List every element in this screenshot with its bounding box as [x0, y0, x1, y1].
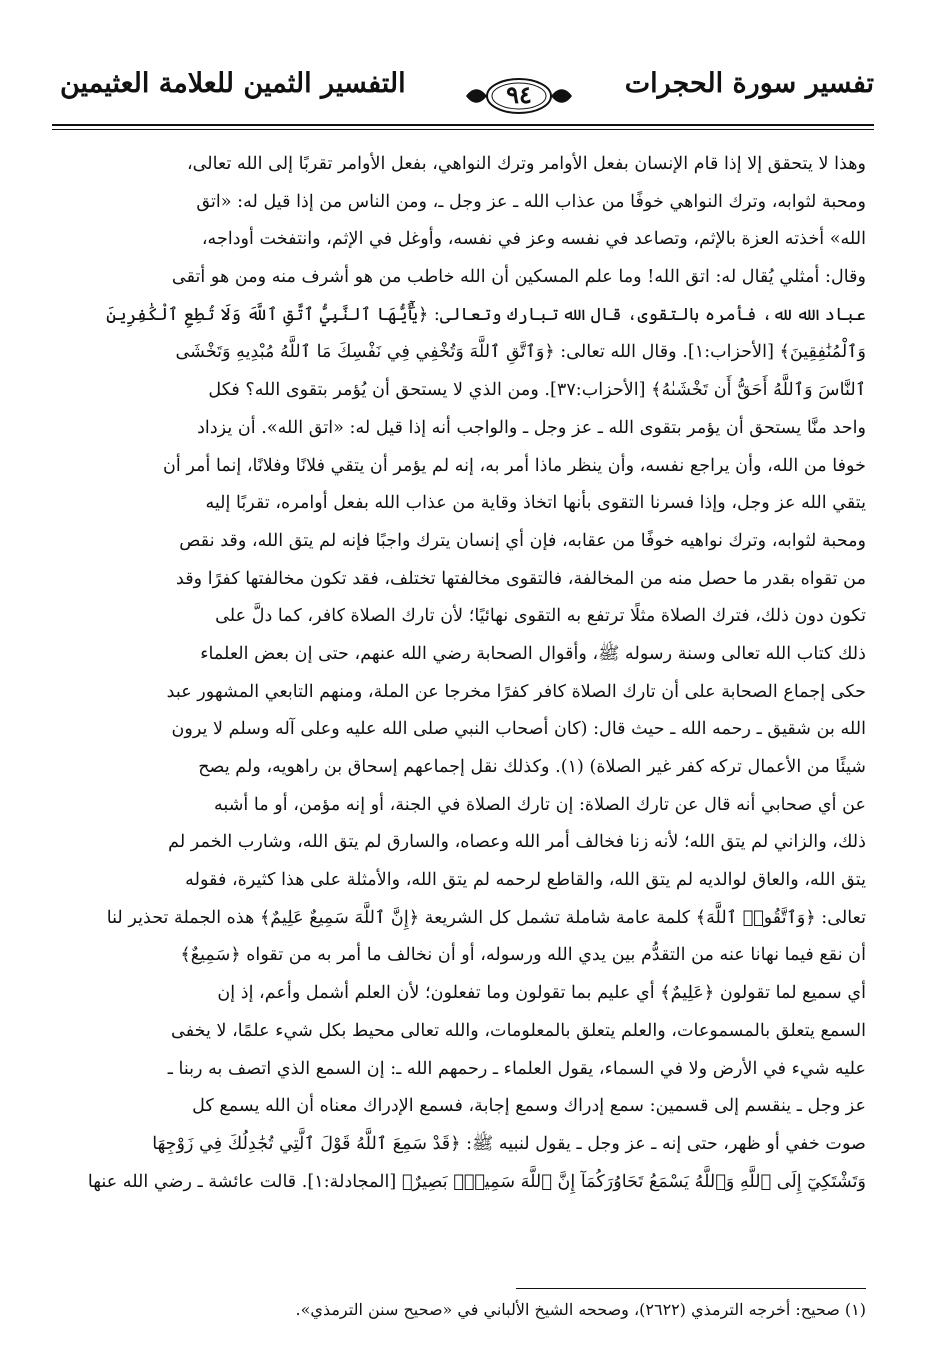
text-line: عباد الله لله، فأمره بالتقوى، قال الله تبارك وتعالى: ﴿يَٰٓأَيُّهَا ٱلنَّبِيُّ ٱتَّقِ ٱللَّهَ وَلَا تُطِعِ ٱلْكَٰفِرِينَ [106, 304, 866, 325]
text-line: حكى إجماع الصحابة على أن تارك الصلاة كافر كفرًا مخرجا عن الملة، ومنهم التابعي المشهور عبد [166, 681, 866, 702]
surah-title: تفسير سورة الحجرات [624, 68, 874, 99]
text-line: ذلك، والزاني لم يتق الله؛ لأنه زنا فخالف أمر الله وعصاه، والسارق لم يتق الله، وشارب الخمر لم [168, 832, 866, 853]
text-line: تكون دون ذلك، فترك الصلاة مثلًا ترتفع به التقوى نهائيًا؛ لأن تارك الصلاة كافر، كما دلَّ على [215, 606, 866, 627]
text-line: من تقواه بقدر ما حصل منه من المخالفة، فالتقوى مخالفتها تختلف، فقد تكون مخالفتها كفرًا وقد [176, 568, 866, 589]
text-line: ومحبة لثوابه، وترك نواهيه خوفًا من عقابه، فإن أي إنسان يترك واجبًا فإنه لم يتق الله، وقد نقص [179, 530, 866, 551]
page-number: ٩٤ [506, 80, 532, 109]
text-line: السمع يتعلق بالمسموعات، والعلم يتعلق بالمعلومات، والله تعالى محيط بكل شيء علمًا، لا يخفى [171, 1020, 866, 1041]
text-line: أن نقع فيما نهانا عنه من التقدُّم بين يدي الله ورسوله، أو أن نخالف ما أمر به من تقواه ﴿سَمِيعٌ﴾ [180, 945, 866, 966]
text-line: واحد منَّا يستحق أن يؤمر بتقوى الله ـ عز وجل ـ والواجب أنه إذا قيل له: «اتق الله». أن يزداد [197, 417, 866, 438]
text-line: وقال: أمثلي يُقال له: اتق الله! وما علم المسكين أن الله خاطب من هو أشرف منه ومن هو أتقى [171, 267, 866, 288]
text-line: عن أي صحابي أنه قال عن تارك الصلاة: إن تارك الصلاة في الجنة، أو إنه مؤمن، أو ما أشبه [213, 794, 866, 815]
text-line: خوفا من الله، وأن يراجع نفسه، وأن ينظر ماذا أمر به، إنه لم يؤمر أن يتقي فلانًا وفلانًا، إنما أمر أن [162, 455, 866, 476]
text-line: وهذا لا يتحقق إلا إذا قام الإنسان بفعل الأوامر وترك النواهي، بفعل الأوامر تقربًا إلى الله تعالى، [186, 154, 866, 174]
header-divider [52, 124, 874, 130]
footnote-divider [516, 1288, 866, 1289]
text-line: ذلك كتاب الله تعالى وسنة رسوله ﷺ، وأقوال الصحابة رضي الله عنهم، حتى إن بعض العلماء [200, 643, 866, 664]
text-line: الله» أخذته العزة بالإثم، وتصاعد في نفسه وعز في نفسه، وأوغل في الإثم، وانتفخت أوداجه، [201, 229, 866, 250]
text-line: عز وجل ـ ينقسم إلى قسمين: سمع إدراك وسمع إجابة، فسمع الإدراك معناه أن الله يسمع كل [192, 1096, 866, 1117]
text-line: يتقي الله عز وجل، وإذا فسرنا التقوى بأنها اتخاذ وقاية من عذاب الله بفعل أوامره، تقربًا إليه [205, 493, 866, 514]
body-text [60, 146, 866, 1201]
text-line: شيئًا من الأعمال تركه كفر غير الصلاة) (١). وكذلك نقل إجماعهم إسحاق بن راهويه، ولم يصح [198, 757, 866, 777]
footnote: (١) صحيح: أخرجه الترمذي (٢٦٢٢)، وصححه الشيخ الألباني في «صحيح سنن الترمذي». [295, 1300, 866, 1319]
page-number-badge [464, 74, 574, 118]
running-header [52, 62, 874, 134]
text-line: وَٱلْمُنَٰفِقِينَ﴾ [الأحزاب:١]. وقال الله تعالى: ﴿وَٱتَّقِ ٱللَّهَ وَتُخْفِي فِي نَفْسِكَ مَا ٱللَّهُ مُبْدِيهِ وَتَخْشَى [175, 342, 866, 363]
text-line: أي سميع لما تقولون ﴿عَلِيمٌ﴾ أي عليم بما تقولون وما تفعلون؛ لأن العلم أشمل وأعم، إذ إن [217, 983, 866, 1004]
text-line: تعالى: ﴿وَٱتَّقُوا۟ ٱللَّهَ﴾ كلمة عامة شاملة تشمل كل الشريعة ﴿إِنَّ ٱللَّهَ سَمِيعٌ عَلِيمٌ﴾ هذه الجملة تحذير لنا [106, 907, 866, 928]
text-line: وَتَشْتَكِيٓ إِلَى ٱللَّهِ وَٱللَّهُ يَسْمَعُ تَحَاوُرَكُمَآ إِنَّ ٱللَّهَ سَمِيعٌۢ بَصِيرٌ﴾ [المجادلة:١]. قالت عائشة ـ رضي الله عنها [87, 1171, 866, 1192]
book-title: التفسير الثمين للعلامة العثيمين [60, 68, 406, 99]
text-line: ومحبة لثوابه، وترك النواهي خوفًا من عذاب الله ـ عز وجل ـ، ومن الناس من إذا قيل له: «اتق [196, 191, 866, 212]
text-line: صوت خفي أو ظهر، حتى إنه ـ عز وجل ـ يقول لنبيه ﷺ: ﴿قَدْ سَمِعَ ٱللَّهُ قَوْلَ ٱلَّتِي تُجَٰدِلُكَ فِي زَوْجِهَا [152, 1133, 866, 1154]
text-line: ٱلنَّاسَ وَٱللَّهُ أَحَقُّ أَن تَخْشَىٰهُ﴾ [الأحزاب:٣٧]. ومن الذي لا يستحق أن يُؤمر بتقوى الله؟ فكل [208, 380, 866, 401]
text-line: يتق الله، والعاق لوالديه لم يتق الله، والقاطع لرحمه لم يتق الله، والأمثلة على هذا كثيرة، فقوله [185, 870, 866, 891]
text-line: عليه شيء في الأرض ولا في السماء، يقول العلماء ـ رحمهم الله ـ: إن السمع الذي اتصف به ربنا ـ [167, 1058, 866, 1079]
text-line: الله بن شقيق ـ رحمه الله ـ حيث قال: (كان أصحاب النبي صلى الله عليه وعلى آله وسلم لا يرون [171, 719, 866, 740]
